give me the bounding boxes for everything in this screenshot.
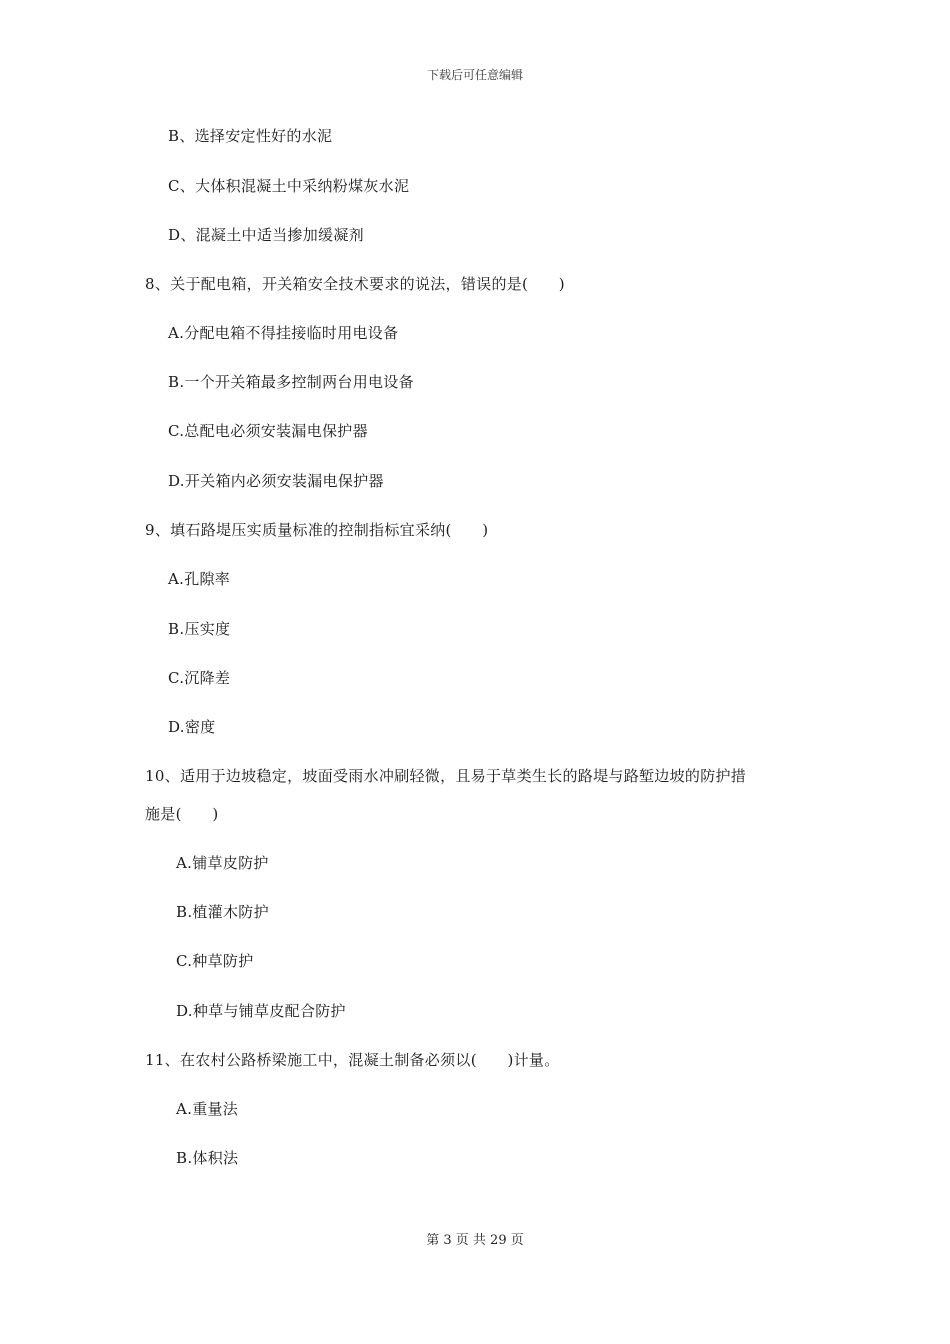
option-9b: B.压实度	[168, 620, 231, 638]
question-8: 8、关于配电箱，开关箱安全技术要求的说法，错误的是( )	[145, 275, 565, 293]
option-11b: B.体积法	[176, 1149, 239, 1167]
option-8c: C.总配电必须安装漏电保护器	[168, 422, 368, 440]
page-footer: 第 3 页 共 29 页	[426, 1233, 524, 1248]
option-10a: A.铺草皮防护	[176, 854, 269, 872]
question-9: 9、填石路堤压实质量标准的控制指标宜采纳( )	[145, 521, 489, 539]
option-9d: D.密度	[168, 718, 216, 736]
option-7b: B、选择安定性好的水泥	[168, 127, 333, 145]
question-11: 11、在农村公路桥梁施工中，混凝土制备必须以( )计量。	[145, 1051, 560, 1069]
question-10-line-1: 10、适用于边坡稳定，坡面受雨水冲刷轻微，且易于草类生长的路堤与路堑边坡的防护措	[145, 767, 747, 785]
option-8b: B.一个开关箱最多控制两台用电设备	[168, 373, 414, 391]
option-7c: C、大体积混凝土中采纳粉煤灰水泥	[168, 177, 410, 195]
option-10d: D.种草与铺草皮配合防护	[176, 1002, 346, 1020]
option-10c: C.种草防护	[176, 952, 254, 970]
option-10b: B.植灌木防护	[176, 903, 269, 921]
option-9a: A.孔隙率	[168, 570, 231, 588]
option-7d: D、混凝土中适当掺加缓凝剂	[168, 226, 364, 244]
option-8a: A.分配电箱不得挂接临时用电设备	[168, 324, 399, 342]
option-11a: A.重量法	[176, 1100, 239, 1118]
option-9c: C.沉降差	[168, 669, 231, 687]
option-8d: D.开关箱内必须安装漏电保护器	[168, 472, 384, 490]
page-header: 下载后可任意编辑	[426, 68, 523, 82]
question-10-line-2: 施是( )	[145, 805, 219, 823]
